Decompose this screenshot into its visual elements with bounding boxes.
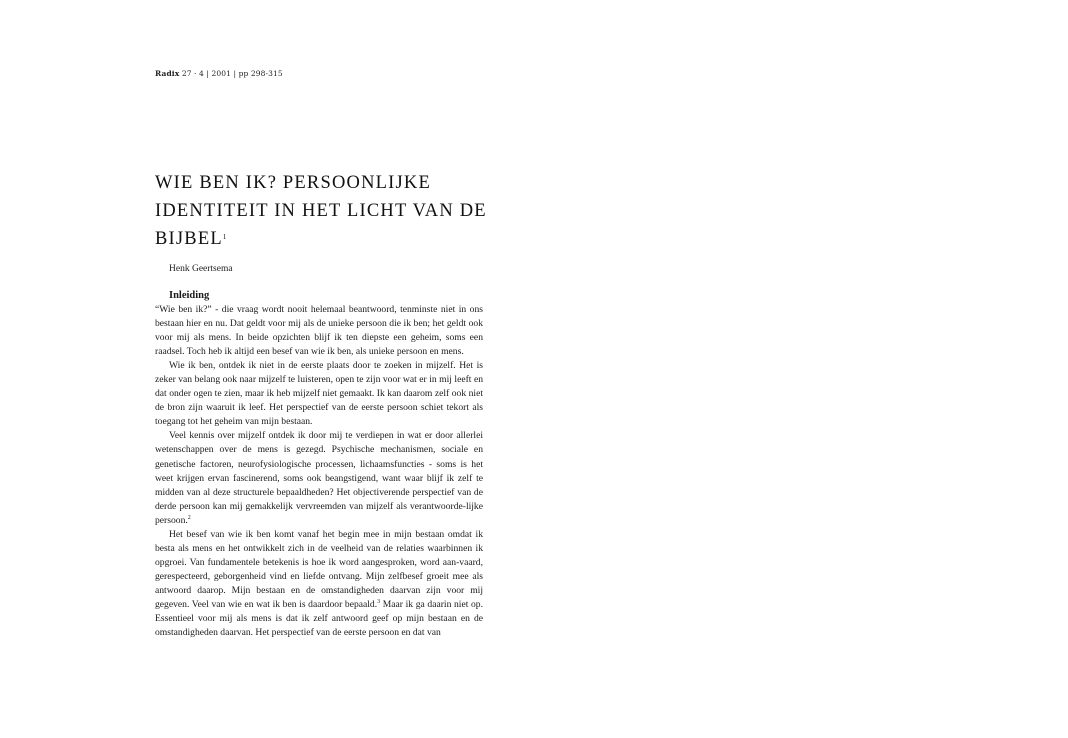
paragraph-text: “Wie ben ik?” - die vraag wordt nooit helemaal beantwoord, tenminste niet in ons bestaan hier en nu. Dat geldt voor mij als de unieke persoon die ik ben; het geldt ook voor mij als mens. In beide opzichten blijf ik ten diepste een geheim, soms een raadsel. Toch heb ik altijd een besef van wie ik ben, als unieke persoon en mens. <box>155 304 483 358</box>
article-title-text: WIE BEN IK? PERSOONLIJKE IDENTITEIT IN HET LICHT VAN DE BIJBEL <box>155 173 487 249</box>
paragraph-3 <box>155 429 483 527</box>
article-body <box>155 289 483 640</box>
journal-name: Radix <box>155 69 180 78</box>
paragraph-4 <box>155 528 483 640</box>
running-head <box>155 69 283 78</box>
paragraph-text: Het besef van wie ik ben komt vanaf het begin mee in mijn bestaan omdat ik besta als mens en het ontwikkelt zich in de veelheid van de relaties waarbinnen ik opgroei. Van fundamentele betekenis is hoe ik word aangesproken, word aan-vaard, gerespecteerd, geborgenheid vind en liefde ontvang. Mijn zelfbesef groeit mee als antwoord daarop. Mijn bestaan en de omstandigheden daarvan zijn voor mij gegeven. Veel van wie en wat ik ben is daardoor bepaald. <box>155 528 483 610</box>
author-name: Henk Geertsema <box>169 264 233 274</box>
section-heading: Inleiding <box>169 290 210 301</box>
paragraph-2 <box>155 359 483 429</box>
footnote-marker: 2 <box>187 514 191 521</box>
article-title <box>155 169 495 253</box>
title-footnote-marker: 1 <box>222 233 227 241</box>
footnote-marker: 3 <box>377 598 381 605</box>
issue-details: 27 · 4 | 2001 | pp 298-315 <box>179 69 283 78</box>
paragraph-text: Wie ik ben, ontdek ik niet in de eerste plaats door te zoeken in mijzelf. Het is zeker van belang ook naar mijzelf te luisteren, open te zijn voor wat er in mij leeft en dat onder ogen te zien, maar ik heb mijzelf niet gemaakt. Ik kan daarom zelf ook niet de bron zijn waaruit ik leef. Het perspectief van de eerste persoon schiet tekort als toegang tot het geheim van mijn bestaan. <box>155 360 483 428</box>
paragraph-text-continued: Maar ik ga daarin niet op. Essentieel voor mij als mens is dat ik zelf antwoord geef op mijn bestaan en de omstandigheden daarvan. Het perspectief van de eerste persoon en dat van <box>155 598 483 639</box>
paragraph-1 <box>155 303 483 359</box>
paragraph-text: Veel kennis over mijzelf ontdek ik door mij te verdiepen in wat er door allerlei wetenschappen over de mens is gezegd. Psychische mechanismen, sociale en genetische factoren, neurofysiologische processen, lichaamsfuncties - soms is het weet krijgen ervan fascinerend, soms ook beangstigend, want waar blijf ik zelf te midden van al deze structurele bepaaldheden? Het objectiverende perspectief van de derde persoon kan mij gemakkelijk vervreemden van mijzelf als verantwoorde-lijke persoon. <box>155 430 483 526</box>
